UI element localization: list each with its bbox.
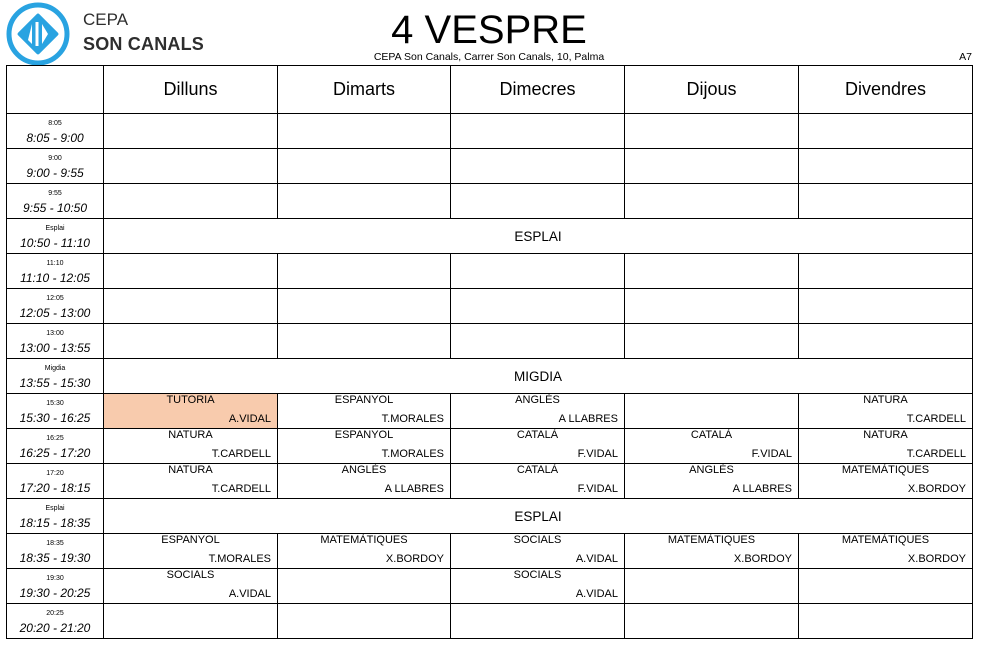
- subject-label: NATURA: [863, 429, 908, 441]
- empty-cell: [451, 254, 625, 289]
- class-cell: [104, 569, 278, 604]
- subject-label: MATEMÀTIQUES: [841, 464, 930, 476]
- empty-cell: [278, 254, 451, 289]
- period-row: [7, 429, 973, 464]
- period-start-label: Migdia: [44, 365, 66, 372]
- class-cell: [451, 534, 625, 569]
- time-cell: [7, 114, 104, 149]
- day-header-dilluns: Dilluns: [104, 66, 278, 114]
- empty-cell: [451, 149, 625, 184]
- period-row: [7, 464, 973, 499]
- subject-label: ANGLÈS: [515, 394, 560, 406]
- period-row: [7, 534, 973, 569]
- timetable: [6, 65, 973, 639]
- subject-label: ESPANYOL: [161, 534, 220, 546]
- class-cell: [104, 464, 278, 499]
- class-cell: [451, 569, 625, 604]
- period-time-range: 19:30 - 20:25: [19, 586, 91, 600]
- empty-cell: [625, 114, 799, 149]
- period-time-range: 13:00 - 13:55: [19, 341, 91, 355]
- day-header-dijous: Dijous: [625, 66, 799, 114]
- period-row: [7, 604, 973, 639]
- empty-cell: [799, 149, 973, 184]
- teacher-label: F.VIDAL: [577, 448, 618, 460]
- period-time-range: 9:00 - 9:55: [26, 166, 84, 180]
- class-cell: [104, 534, 278, 569]
- subject-label: CATALÀ: [516, 464, 559, 476]
- period-start-label: 8:05: [48, 120, 62, 127]
- empty-cell: [625, 394, 799, 429]
- time-cell: [7, 499, 104, 534]
- empty-cell: [104, 289, 278, 324]
- teacher-label: A.VIDAL: [228, 413, 271, 425]
- empty-cell: [278, 324, 451, 359]
- period-row: [7, 569, 973, 604]
- teacher-label: F.VIDAL: [577, 483, 618, 495]
- time-cell: [7, 534, 104, 569]
- cepa-logo-icon: [6, 2, 70, 66]
- subject-label: MATEMÀTIQUES: [320, 534, 408, 546]
- period-start-label: 9:55: [48, 190, 62, 197]
- class-cell: [278, 464, 451, 499]
- period-start-label: Esplai: [45, 225, 65, 232]
- empty-cell: [799, 184, 973, 219]
- class-cell: [799, 394, 973, 429]
- subject-label: ESPANYOL: [334, 394, 394, 406]
- time-cell: [7, 464, 104, 499]
- day-header-row: [7, 66, 973, 114]
- period-row: [7, 184, 973, 219]
- class-cell: [451, 429, 625, 464]
- empty-cell: [625, 254, 799, 289]
- time-cell: [7, 324, 104, 359]
- teacher-label: T.MORALES: [208, 553, 271, 565]
- class-cell: [799, 464, 973, 499]
- teacher-label: A.VIDAL: [575, 553, 618, 565]
- period-time-range: 18:35 - 19:30: [19, 551, 91, 565]
- period-start-label: 16:25: [46, 435, 64, 442]
- empty-cell: [625, 289, 799, 324]
- empty-cell: [278, 184, 451, 219]
- break-label: ESPLAI: [104, 499, 973, 534]
- subject-label: SOCIALS: [513, 534, 562, 546]
- empty-cell: [625, 184, 799, 219]
- subject-label: MATEMÀTIQUES: [667, 534, 756, 546]
- empty-cell: [625, 149, 799, 184]
- empty-cell: [104, 114, 278, 149]
- page-title: 4 VESPRE: [391, 8, 587, 52]
- empty-cell: [278, 114, 451, 149]
- period-row: [7, 114, 973, 149]
- time-cell: [7, 289, 104, 324]
- period-row: [7, 254, 973, 289]
- brand-name-top: CEPA: [83, 10, 129, 29]
- class-cell: [104, 394, 278, 429]
- empty-cell: [625, 604, 799, 639]
- period-time-range: 15:30 - 16:25: [19, 411, 91, 425]
- teacher-label: A.VIDAL: [228, 588, 271, 600]
- empty-cell: [799, 604, 973, 639]
- break-label: ESPLAI: [104, 219, 973, 254]
- subject-label: CATALÀ: [516, 429, 559, 441]
- period-time-range: 13:55 - 15:30: [19, 376, 91, 390]
- period-row: [7, 324, 973, 359]
- break-row: [7, 499, 973, 534]
- time-cell: [7, 184, 104, 219]
- empty-cell: [799, 114, 973, 149]
- period-time-range: 11:10 - 12:05: [20, 271, 90, 285]
- teacher-label: X.BORDOY: [907, 553, 966, 565]
- empty-cell: [625, 324, 799, 359]
- class-cell: [278, 534, 451, 569]
- period-time-range: 16:25 - 17:20: [19, 446, 91, 460]
- period-time-range: 20:20 - 21:20: [19, 621, 91, 635]
- group-code: A7: [959, 51, 972, 63]
- period-start-label: 19:30: [46, 575, 64, 582]
- teacher-label: A.VIDAL: [575, 588, 618, 600]
- subject-label: NATURA: [863, 394, 908, 406]
- period-time-range: 9:55 - 10:50: [22, 201, 88, 215]
- empty-cell: [451, 289, 625, 324]
- period-time-range: 18:15 - 18:35: [19, 516, 91, 530]
- subject-label: ANGLÈS: [689, 464, 734, 476]
- time-cell: [7, 359, 104, 394]
- teacher-label: T.MORALES: [381, 413, 444, 425]
- day-header-divendres: Divendres: [799, 66, 973, 114]
- day-header-dimarts: Dimarts: [278, 66, 451, 114]
- empty-cell: [625, 569, 799, 604]
- empty-cell: [278, 604, 451, 639]
- time-cell: [7, 604, 104, 639]
- empty-cell: [104, 324, 278, 359]
- teacher-label: A LLABRES: [732, 483, 792, 495]
- teacher-label: T.CARDELL: [906, 448, 966, 460]
- day-header-dimecres: Dimecres: [451, 66, 625, 114]
- period-time-range: 10:50 - 11:10: [20, 236, 90, 250]
- teacher-label: X.BORDOY: [385, 553, 444, 565]
- period-row: [7, 149, 973, 184]
- period-time-range: 17:20 - 18:15: [19, 481, 91, 495]
- break-row: [7, 219, 973, 254]
- time-cell: [7, 254, 104, 289]
- empty-cell: [104, 184, 278, 219]
- period-start-label: 15:30: [46, 400, 64, 407]
- period-time-range: 12:05 - 13:00: [19, 306, 91, 320]
- period-start-label: 13:00: [46, 330, 64, 337]
- subject-label: SOCIALS: [166, 569, 215, 581]
- period-start-label: 17:20: [46, 470, 64, 477]
- empty-cell: [799, 569, 973, 604]
- class-cell: [451, 464, 625, 499]
- period-start-label: 11:10: [46, 260, 64, 267]
- class-cell: [278, 429, 451, 464]
- teacher-label: X.BORDOY: [907, 483, 966, 495]
- teacher-label: T.MORALES: [381, 448, 444, 460]
- empty-cell: [451, 184, 625, 219]
- subject-label: SOCIALS: [513, 569, 562, 581]
- period-row: [7, 289, 973, 324]
- corner-cell: [7, 66, 104, 114]
- teacher-label: T.CARDELL: [211, 483, 271, 495]
- time-cell: [7, 569, 104, 604]
- teacher-label: A LLABRES: [558, 413, 618, 425]
- class-cell: [625, 534, 799, 569]
- time-cell: [7, 219, 104, 254]
- break-row: [7, 359, 973, 394]
- subject-label: CATALÀ: [690, 429, 733, 441]
- empty-cell: [278, 569, 451, 604]
- empty-cell: [104, 254, 278, 289]
- teacher-label: T.CARDELL: [211, 448, 271, 460]
- class-cell: [799, 534, 973, 569]
- class-cell: [104, 429, 278, 464]
- class-cell: [625, 464, 799, 499]
- subject-label: NATURA: [168, 464, 213, 476]
- class-cell: [625, 429, 799, 464]
- empty-cell: [799, 324, 973, 359]
- teacher-label: T.CARDELL: [906, 413, 966, 425]
- empty-cell: [278, 149, 451, 184]
- empty-cell: [278, 289, 451, 324]
- period-start-label: 9:00: [48, 155, 62, 162]
- class-cell: [799, 429, 973, 464]
- empty-cell: [799, 254, 973, 289]
- period-start-label: 20:25: [46, 610, 64, 617]
- empty-cell: [104, 149, 278, 184]
- teacher-label: F.VIDAL: [751, 448, 792, 460]
- empty-cell: [451, 604, 625, 639]
- class-cell: [451, 394, 625, 429]
- time-cell: [7, 149, 104, 184]
- brand-name-bottom: SON CANALS: [83, 34, 205, 54]
- break-label: MIGDIA: [104, 359, 973, 394]
- period-start-label: Esplai: [45, 505, 65, 512]
- empty-cell: [799, 289, 973, 324]
- period-start-label: 12:05: [46, 295, 64, 302]
- teacher-label: X.BORDOY: [733, 553, 792, 565]
- subject-label: NATURA: [168, 429, 213, 441]
- time-cell: [7, 394, 104, 429]
- period-start-label: 18:35: [46, 540, 64, 547]
- empty-cell: [451, 114, 625, 149]
- empty-cell: [451, 324, 625, 359]
- period-time-range: 8:05 - 9:00: [26, 131, 84, 145]
- class-cell: [278, 394, 451, 429]
- time-cell: [7, 429, 104, 464]
- empty-cell: [104, 604, 278, 639]
- subject-label: ANGLÈS: [341, 464, 387, 476]
- school-address: CEPA Son Canals, Carrer Son Canals, 10, Palma: [373, 51, 605, 63]
- period-row: [7, 394, 973, 429]
- teacher-label: A LLABRES: [384, 483, 444, 495]
- subject-label: TUTORIA: [166, 394, 215, 406]
- subject-label: MATEMÀTIQUES: [841, 534, 930, 546]
- subject-label: ESPANYOL: [334, 429, 394, 441]
